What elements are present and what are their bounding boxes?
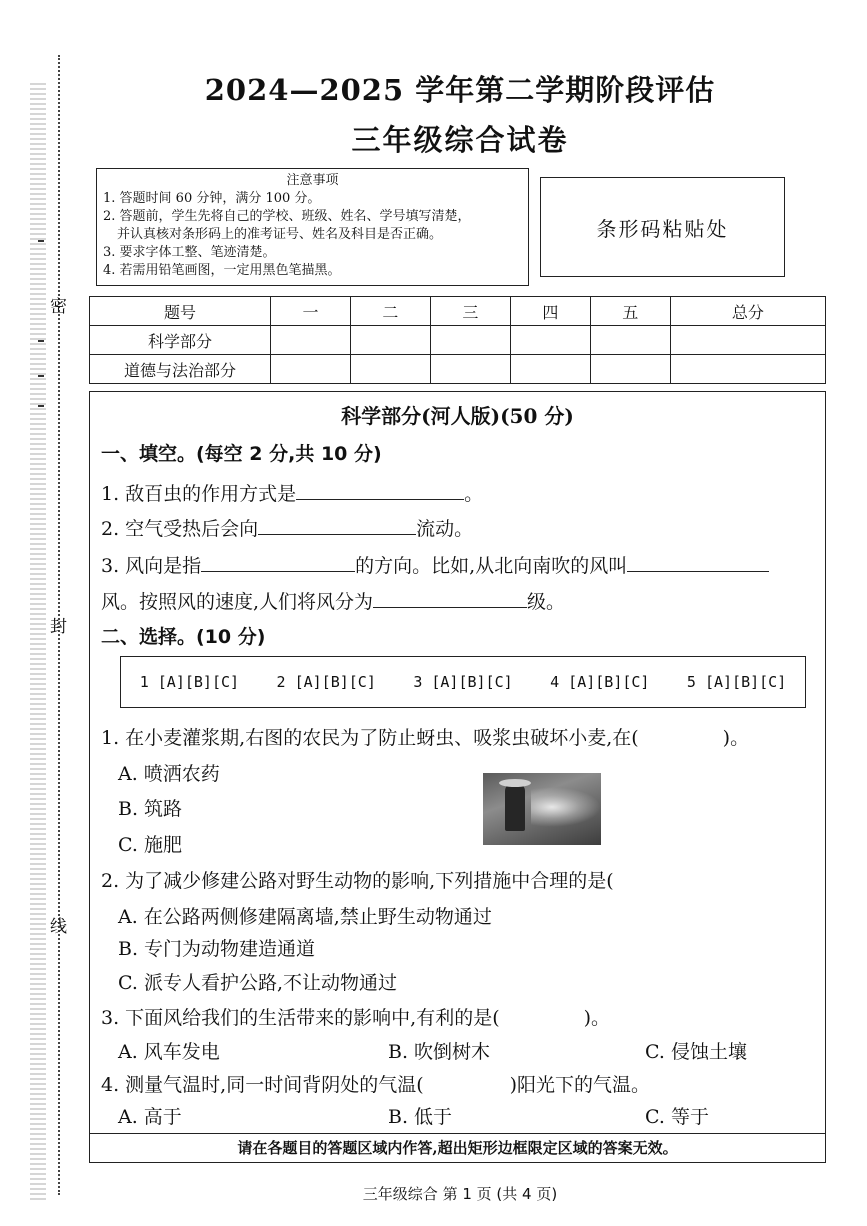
question-text: 2. 为了减少修建公路对野生动物的影响,下列措施中合理的是( [101,870,614,892]
question-text: )。 [722,727,750,749]
option-c: C. 等于 [645,1106,709,1128]
question-text: )。 [583,1007,611,1029]
score-cell[interactable] [350,326,430,355]
option-a: A. 风车发电 [118,1041,220,1063]
answer-slot[interactable]: 2 [A][B][C] [276,673,376,691]
row-label: 道德与法治部分 [90,355,271,384]
notice-item: 3. 要求字体工整、笔迹清楚。 [103,245,276,260]
table-header-cell: 题号 [90,297,271,326]
score-table [89,296,826,384]
notice-item: 并认真核对条形码上的准考证号、姓名及科目是否正确。 [117,227,443,242]
exam-title: 2024—2025 学年第二学期阶段评估 [204,73,716,107]
notice-item: 2. 答题前，学生先将自己的学校、班级、姓名、学号填写清楚， [103,209,471,224]
score-cell[interactable] [590,355,670,384]
score-cell[interactable] [590,326,670,355]
notice-item: 1. 答题时间 60 分钟，满分 100 分。 [103,191,321,206]
seal-char-mi: 密 [50,297,67,317]
question-text: 级。 [527,591,566,613]
seal-tick [38,340,44,342]
section-title: 科学部分(河人版)(50 分) [341,404,574,428]
question-3 [101,551,769,578]
answer-slot[interactable]: 3 [A][B][C] [413,673,513,691]
question-1 [101,479,483,506]
score-cell[interactable] [510,326,590,355]
answer-blank[interactable] [296,481,464,500]
choice-3-stem [101,1003,610,1030]
question-text: 的方向。比如,从北向南吹的风叫 [355,555,628,577]
option-b: B. 低于 [388,1106,453,1128]
question-2 [101,514,473,541]
barcode-area: 条形码粘贴处 [540,177,785,277]
table-row [90,355,826,384]
table-header-cell: 四 [510,297,590,326]
answer-slot[interactable]: 5 [A][B][C] [686,673,787,691]
notice-item: 4. 若需用铅笔画图，一定用黑色笔描黑。 [103,263,341,278]
score-cell[interactable] [271,355,351,384]
part2-heading: 二、选择。(10 分) [101,626,266,648]
answer-blank[interactable] [201,553,355,572]
table-header-cell: 二 [350,297,430,326]
question-text: 。 [464,483,484,505]
question-text: 流动。 [416,518,474,540]
part1-heading: 一、填空。(每空 2 分,共 10 分) [101,443,382,465]
answer-blank[interactable] [258,516,416,535]
score-table-header-row [90,297,826,326]
question-text: 4. 测量气温时,同一时间背阴处的气温( [101,1074,424,1096]
score-cell[interactable] [430,355,510,384]
answer-area-note: 请在各题目的答题区域内作答,超出矩形边框限定区域的答案无效。 [90,1133,825,1162]
choice-2-stem [101,866,614,893]
score-cell[interactable] [670,326,825,355]
farmer-hat [499,779,531,787]
option-c: C. 派专人看护公路,不让动物通过 [118,972,397,994]
question-text: 2. 空气受热后会向 [101,518,259,540]
question-text: 3. 下面风给我们的生活带来的影响中,有利的是( [101,1007,500,1029]
table-header-cell: 五 [590,297,670,326]
option-b: B. 吹倒树木 [388,1041,491,1063]
option-a: A. 高于 [118,1106,182,1128]
option-b: B. 专门为动物建造通道 [118,938,316,960]
answer-blank[interactable] [627,553,769,572]
score-cell[interactable] [510,355,590,384]
answer-blank[interactable] [373,589,527,608]
farmer-figure [505,783,525,831]
option-b: B. 筑路 [118,798,183,820]
score-cell[interactable] [430,326,510,355]
seal-char-feng: 封 [50,617,67,637]
score-cell[interactable] [271,326,351,355]
seal-tick [38,375,44,377]
question-3-cont [101,587,565,614]
choice-4-stem [101,1070,650,1097]
answer-card-box [120,656,806,708]
question-text: 3. 风向是指 [101,555,202,577]
score-cell[interactable] [350,355,430,384]
farmer-spraying-photo [483,773,601,845]
seal-char-xian: 线 [50,917,67,937]
table-header-cell: 一 [271,297,351,326]
table-row [90,326,826,355]
table-header-cell: 三 [430,297,510,326]
option-a: A. 在公路两侧修建隔离墙,禁止野生动物通过 [118,906,492,928]
question-text: 风。按照风的速度,人们将风分为 [101,591,374,613]
scan-edge-noise [30,80,46,1200]
question-text: 1. 在小麦灌浆期,右图的农民为了防止蚜虫、吸浆虫破坏小麦,在( [101,727,639,749]
question-text: )阳光下的气温。 [509,1074,651,1096]
seal-tick [38,405,44,407]
seal-tick [38,240,44,242]
option-a: A. 喷洒农药 [118,763,220,785]
notice-box [96,168,529,286]
answer-slot[interactable]: 4 [A][B][C] [550,673,650,691]
option-c: C. 侵蚀土壤 [645,1041,747,1063]
exam-subtitle: 三年级综合试卷 [351,123,569,157]
answer-slot[interactable]: 1 [A][B][C] [139,673,240,691]
choice-1-stem [101,723,749,750]
table-header-cell: 总分 [670,297,825,326]
score-cell[interactable] [670,355,825,384]
page-number: 三年级综合 第 1 页 (共 4 页) [362,1185,558,1203]
option-c: C. 施肥 [118,834,182,856]
notice-title: 注意事项 [286,173,339,188]
question-text: 1. 敌百虫的作用方式是 [101,483,297,505]
row-label: 科学部分 [90,326,271,355]
spray-mist [531,787,601,827]
